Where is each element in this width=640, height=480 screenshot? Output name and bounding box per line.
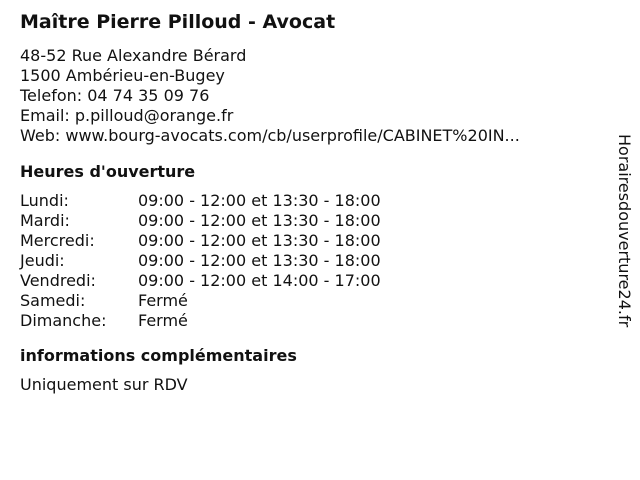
day-hours: Fermé (138, 291, 188, 310)
business-title: Maître Pierre Pilloud - Avocat (20, 11, 336, 33)
business-card (20, 8, 600, 395)
hours-row-friday (20, 271, 600, 291)
hours-heading: Heures d'ouverture (20, 162, 196, 181)
hours-row-thursday (20, 251, 600, 271)
day-hours: 09:00 - 12:00 et 14:00 - 17:00 (138, 271, 381, 290)
day-label: Vendredi: (20, 271, 96, 290)
hours-list (20, 191, 600, 331)
phone-line: Telefon: 04 74 35 09 76 (20, 86, 210, 105)
hours-row-wednesday (20, 231, 600, 251)
side-brand-text: Horairesdouverture24.fr (615, 134, 634, 328)
email-line: Email: p.pilloud@orange.fr (20, 106, 234, 125)
day-hours: 09:00 - 12:00 et 13:30 - 18:00 (138, 231, 381, 250)
day-label: Lundi: (20, 191, 69, 210)
day-label: Dimanche: (20, 311, 107, 330)
day-hours: 09:00 - 12:00 et 13:30 - 18:00 (138, 191, 381, 210)
address-line-1: 48-52 Rue Alexandre Bérard (20, 46, 247, 65)
day-hours: Fermé (138, 311, 188, 330)
hours-row-monday (20, 191, 600, 211)
info-heading: informations complémentaires (20, 346, 297, 365)
contact-block (20, 46, 600, 146)
hours-row-sunday (20, 311, 600, 331)
web-line: Web: www.bourg-avocats.com/cb/userprofile/CABINET%20IN... (20, 126, 520, 145)
day-hours: 09:00 - 12:00 et 13:30 - 18:00 (138, 251, 381, 270)
day-label: Samedi: (20, 291, 86, 310)
day-hours: 09:00 - 12:00 et 13:30 - 18:00 (138, 211, 381, 230)
day-label: Jeudi: (20, 251, 65, 270)
hours-row-saturday (20, 291, 600, 311)
hours-row-tuesday (20, 211, 600, 231)
day-label: Mardi: (20, 211, 70, 230)
day-label: Mercredi: (20, 231, 95, 250)
address-line-2: 1500 Ambérieu-en-Bugey (20, 66, 225, 85)
info-text: Uniquement sur RDV (20, 375, 188, 394)
side-brand (612, 134, 636, 374)
